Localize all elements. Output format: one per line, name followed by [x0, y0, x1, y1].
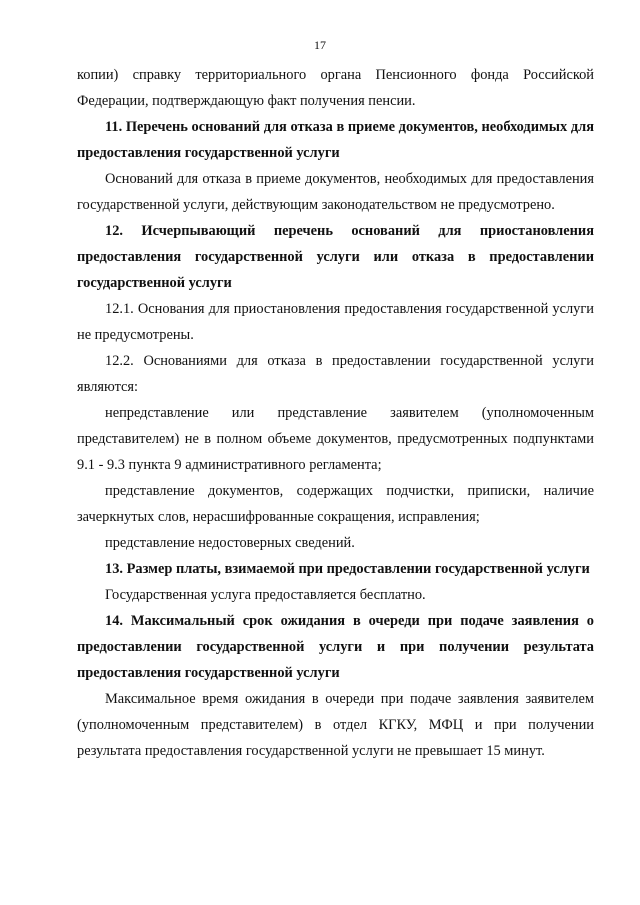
- paragraph-refusal-ground-2: представление документов, содержащих подчистки, приписки, наличие зачеркнутых слов, нерасшифрованные сокращения, исправления;: [77, 483, 594, 525]
- paragraph-section-14: Максимальное время ожидания в очереди при подаче заявления заявителем (уполномоченным представителем) в отдел КГКУ, МФЦ и при получении результата предоставления государственной услуги не превышает 15 минут.: [77, 691, 594, 759]
- heading-section-12: 12. Исчерпывающий перечень оснований для приостановления предоставления государственной услуги или отказа в предоставлении государственной услуги: [77, 223, 594, 291]
- paragraph-refusal-ground-1: непредставление или представление заявителем (уполномоченным представителем) не в полном объеме документов, предусмотренных подпунктами 9.1 - 9.3 пункта 9 административного регламента;: [77, 405, 594, 473]
- heading-section-11: 11. Перечень оснований для отказа в приеме документов, необходимых для предоставления государственной услуги: [77, 119, 594, 161]
- heading-section-13: 13. Размер платы, взимаемой при предоставлении государственной услуги: [105, 561, 590, 577]
- paragraph-12-1: 12.1. Основания для приостановления предоставления государственной услуги не предусмотрены.: [77, 301, 594, 343]
- paragraph-continuation: копии) справку территориального органа Пенсионного фонда Российской Федерации, подтверждающую факт получения пенсии.: [77, 67, 594, 109]
- heading-section-14: 14. Максимальный срок ожидания в очереди при подаче заявления о предоставлении государственной услуги и при получении результата предоставления государственной услуги: [77, 613, 594, 681]
- paragraph-12-2: 12.2. Основаниями для отказа в предоставлении государственной услуги являются:: [77, 353, 594, 395]
- paragraph-section-11: Оснований для отказа в приеме документов, необходимых для предоставления государственной услуги, действующим законодательством не предусмотрено.: [77, 171, 594, 213]
- paragraph-section-13: Государственная услуга предоставляется бесплатно.: [105, 587, 426, 603]
- paragraph-refusal-ground-3: представление недостоверных сведений.: [105, 535, 355, 551]
- document-body: [77, 62, 594, 764]
- page-number: 17: [314, 38, 326, 52]
